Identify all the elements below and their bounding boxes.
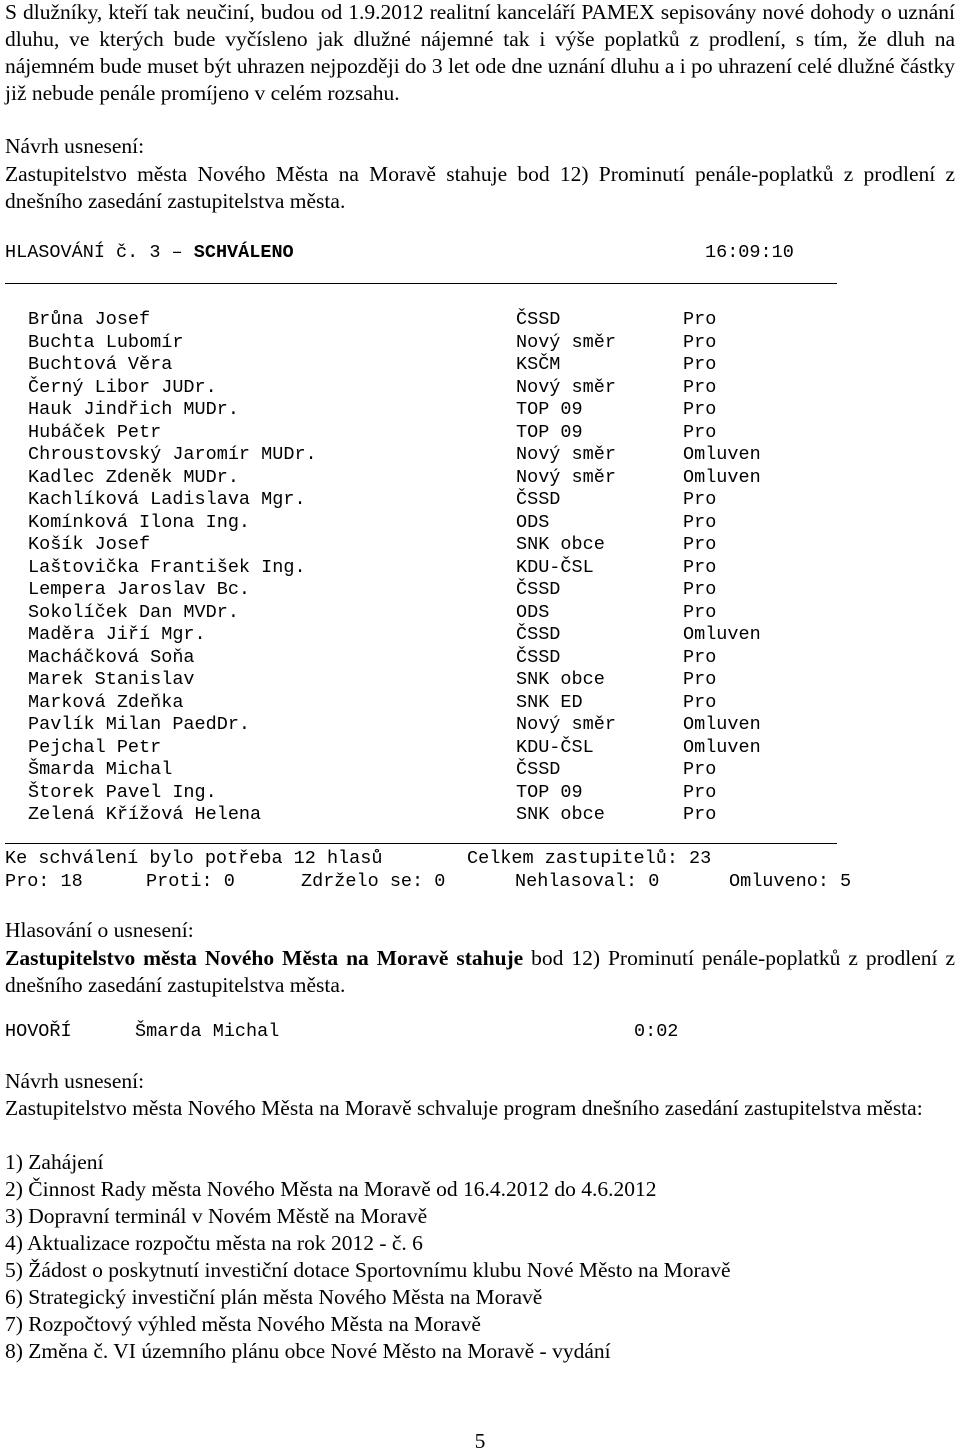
member-party: Nový směr: [516, 714, 616, 735]
resolution-heading: Hlasování o usnesení:: [5, 918, 194, 942]
member-vote: Pro: [683, 601, 717, 623]
vote-pro-count: Pro: 18: [5, 871, 83, 892]
member-vote: Omluven: [683, 466, 761, 488]
member-name: Buchta Lubomír: [28, 331, 184, 353]
member-name: Hubáček Petr: [28, 421, 162, 443]
member-party: Nový směr: [516, 331, 616, 353]
member-party: ČSSD: [516, 646, 561, 668]
agenda-item: 5) Žádost o poskytnutí investiční dotace Sportovnímu klubu Nové Město na Moravě: [5, 1258, 731, 1282]
member-party: ODS: [516, 601, 550, 623]
member-party: SNK obce: [516, 534, 605, 555]
member-vote: Pro: [683, 354, 717, 375]
member-vote: Omluven: [683, 736, 761, 758]
resolution-bold: Zastupitelstvo města Nového Města na Moravě stahuje: [5, 946, 524, 970]
member-vote: Pro: [683, 781, 717, 803]
member-vote: Pro: [683, 511, 717, 533]
member-name: Šmarda Michal: [28, 759, 173, 780]
member-party: TOP 09: [516, 421, 583, 443]
member-vote: Pro: [683, 399, 717, 420]
member-party: ČSSD: [516, 759, 561, 780]
member-name: Komínková Ilona Ing.: [28, 511, 251, 533]
member-name: Štorek Pavel Ing.: [28, 781, 217, 803]
vote-proti-count: Proti: 0: [146, 871, 235, 892]
page-number: 5: [474, 1429, 486, 1453]
member-name: Hauk Jindřich MUDr.: [28, 399, 239, 420]
member-vote: Pro: [683, 556, 717, 578]
member-party: SNK obce: [516, 804, 605, 825]
member-name: Marková Zdeňka: [28, 691, 184, 713]
member-party: ČSSD: [516, 624, 561, 645]
member-name: Kachlíková Ladislava Mgr.: [28, 489, 306, 510]
member-name: Chroustovský Jaromír MUDr.: [28, 444, 317, 465]
member-name: Marek Stanislav: [28, 669, 195, 690]
member-name: Sokolíček Dan MVDr.: [28, 601, 239, 623]
member-party: Nový směr: [516, 376, 616, 398]
proposal2-text: Zastupitelstvo města Nového Města na Moravě schvaluje program dnešního zasedání zastupitelstva města:: [5, 1096, 923, 1120]
member-name: Zelená Křížová Helena: [28, 804, 262, 825]
vote-omluveno-count: Omluveno: 5: [729, 871, 852, 892]
resolution-rest: bod 12) Prominutí penále-poplatků z prodlení z dnešního zasedání zastupitelstva města.: [5, 946, 956, 997]
speaker-label: HOVOŘÍ: [5, 1021, 72, 1042]
proposal-text: Zastupitelstvo města Nového Města na Moravě stahuje bod 12) Prominutí penále-poplatků z prodlení z dnešního zasedání zastupitelstva města.: [5, 162, 955, 213]
member-party: ČSSD: [516, 579, 561, 600]
member-name: Buchtová Věra: [28, 354, 173, 375]
member-name: Maděra Jiří Mgr.: [28, 624, 206, 645]
agenda-item: 6) Strategický investiční plán města Nového Města na Moravě: [5, 1285, 543, 1309]
member-vote: Pro: [683, 421, 717, 443]
member-name: Pejchal Petr: [28, 736, 162, 758]
member-name: Pavlík Milan PaedDr.: [28, 714, 251, 735]
member-vote: Omluven: [683, 714, 761, 735]
vote-total: Celkem zastupitelů: 23: [467, 848, 712, 869]
agenda-item: 3) Dopravní terminál v Novém Městě na Moravě: [5, 1204, 428, 1228]
member-name: Kadlec Zdeněk MUDr.: [28, 466, 239, 488]
vote-result: SCHVÁLENO: [193, 242, 294, 263]
member-party: KDU-ČSL: [516, 736, 594, 758]
vote-time: 16:09:10: [705, 242, 794, 263]
proposal2-heading: Návrh usnesení:: [5, 1069, 145, 1093]
vote-header: [5, 242, 294, 265]
member-vote: Pro: [683, 804, 717, 825]
member-name: Černý Libor JUDr.: [28, 376, 217, 398]
member-party: Nový směr: [516, 466, 616, 488]
member-name: Macháčková Soňa: [28, 646, 195, 668]
proposal-heading: Návrh usnesení:: [5, 134, 145, 158]
intro-paragraph: S dlužníky, kteří tak neučiní, budou od 1.9.2012 realitní kanceláří PAMEX sepisovány nové dohody o uznání dluhu, ve kterých bude vyčísleno jak dlužné nájemné tak i výše poplatků z prodlení, s tím, že dluh na nájemném bude muset být uhrazen nejpozději do 3 let ode dne uznání dluhu a i po uhrazení celé dlužné částky již nebude penále promíjeno v celém rozsahu.: [5, 0, 955, 105]
vote-needed: Ke schválení bylo potřeba 12 hlasů: [5, 848, 383, 869]
member-party: KDU-ČSL: [516, 556, 594, 578]
vote-zdrzelo-count: Zdrželo se: 0: [301, 871, 446, 892]
agenda-item: 4) Aktualizace rozpočtu města na rok 2012 - č. 6: [5, 1231, 423, 1255]
member-vote: Pro: [683, 309, 717, 330]
resolution-text: [5, 945, 955, 999]
member-party: ODS: [516, 511, 550, 533]
vote-label: HLASOVÁNÍ č. 3 –: [5, 242, 194, 263]
member-vote: Pro: [683, 579, 717, 600]
member-party: SNK ED: [516, 691, 583, 713]
agenda-item: 2) Činnost Rady města Nového Města na Moravě od 16.4.2012 do 4.6.2012: [5, 1177, 657, 1201]
member-party: KSČM: [516, 354, 561, 375]
agenda-item: 7) Rozpočtový výhled města Nového Města na Moravě: [5, 1312, 481, 1336]
vote-nehlasoval-count: Nehlasoval: 0: [515, 871, 660, 892]
member-vote: Pro: [683, 669, 717, 690]
member-name: Lempera Jaroslav Bc.: [28, 579, 251, 600]
member-name: Košík Josef: [28, 534, 151, 555]
member-name: Laštovička František Ing.: [28, 556, 306, 578]
divider-top: [5, 283, 837, 284]
member-party: SNK obce: [516, 669, 605, 690]
member-vote: Pro: [683, 376, 717, 398]
member-vote: Pro: [683, 534, 717, 555]
member-vote: Omluven: [683, 624, 761, 645]
member-vote: Omluven: [683, 444, 761, 465]
member-vote: Pro: [683, 759, 717, 780]
member-party: ČSSD: [516, 309, 561, 330]
agenda-list: [5, 1149, 955, 1365]
divider-bottom: [5, 843, 837, 844]
member-party: ČSSD: [516, 489, 561, 510]
member-party: TOP 09: [516, 399, 583, 420]
member-vote: Pro: [683, 331, 717, 353]
member-vote: Pro: [683, 489, 717, 510]
member-name: Brůna Josef: [28, 309, 151, 330]
member-party: TOP 09: [516, 781, 583, 803]
member-vote: Pro: [683, 646, 717, 668]
speaker-name: Šmarda Michal: [135, 1021, 280, 1042]
member-party: Nový směr: [516, 444, 616, 465]
agenda-item: 1) Zahájení: [5, 1150, 104, 1174]
agenda-item: 8) Změna č. VI územního plánu obce Nové Město na Moravě - vydání: [5, 1339, 611, 1363]
speaker-duration: 0:02: [634, 1021, 679, 1042]
member-vote: Pro: [683, 691, 717, 713]
